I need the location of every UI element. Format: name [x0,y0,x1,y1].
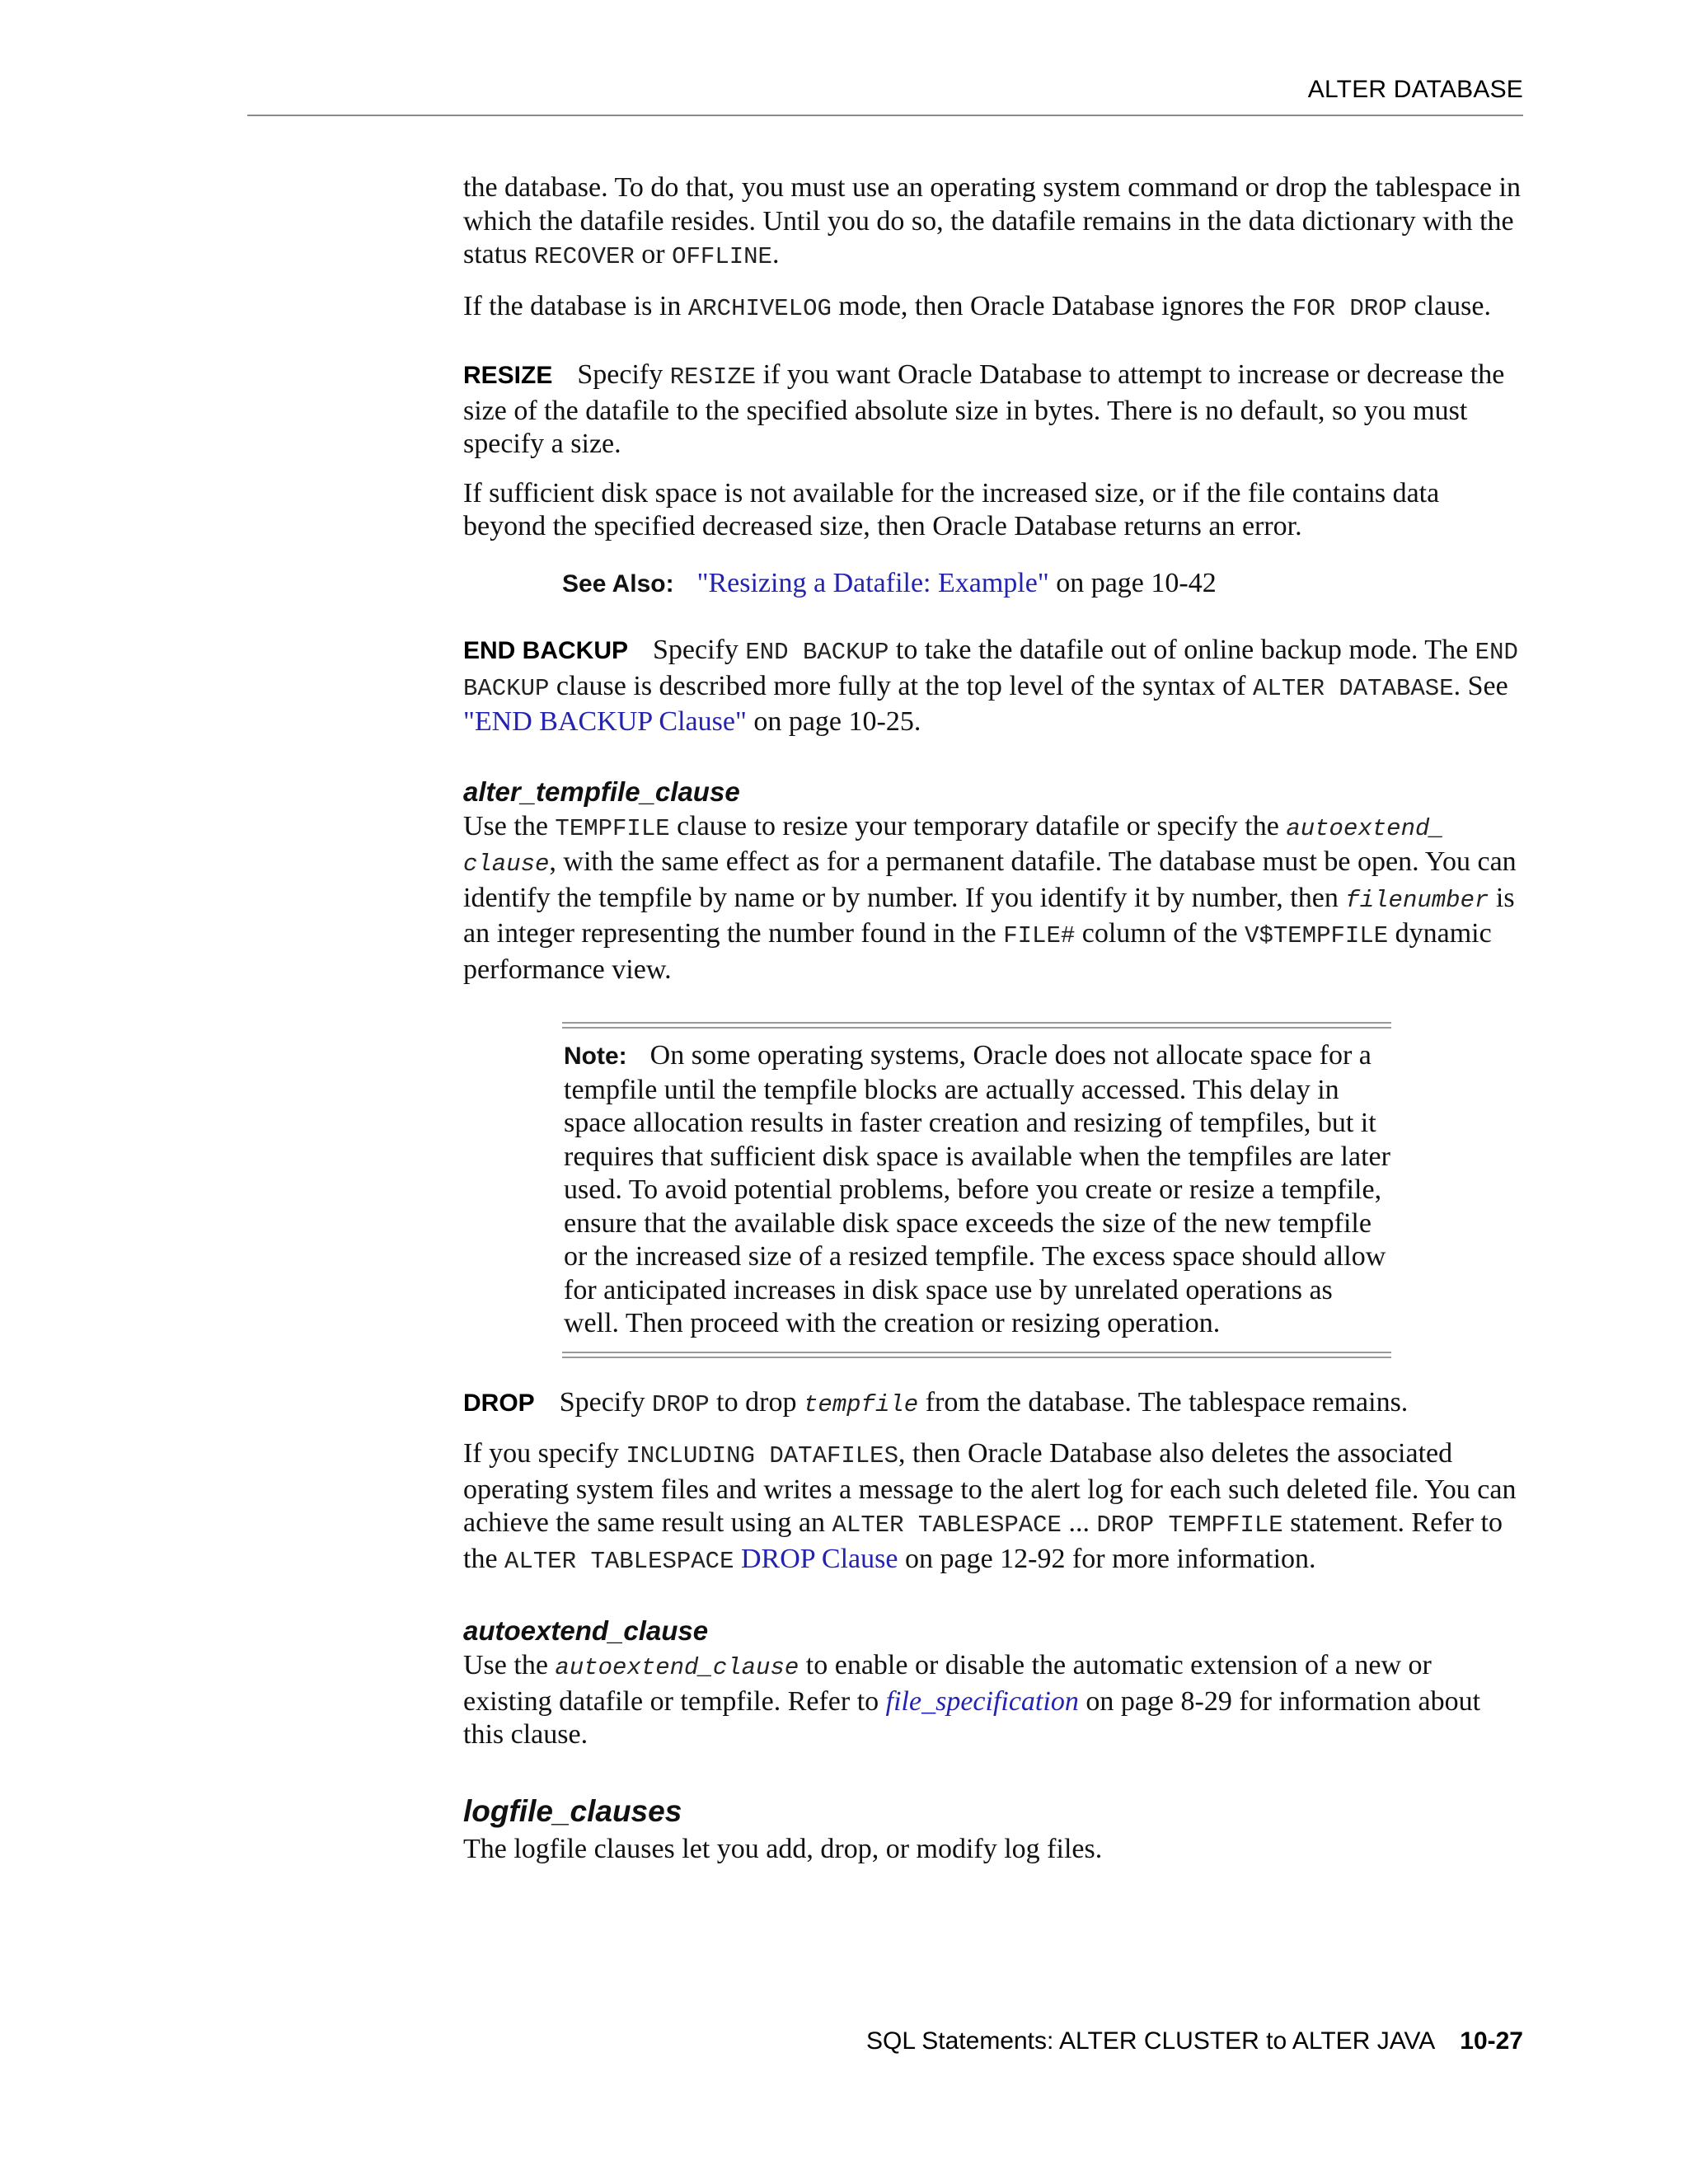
code-alter-tablespace: ALTER TABLESPACE [504,1547,734,1575]
text: , then Oracle Database also deletes the associated operating system files and writes a message to the alert log for each such deleted file. You can achieve the same result using an [463,1438,1517,1538]
text: . [771,239,780,269]
keyword-resize: RESIZE [463,362,553,389]
text: . See [1453,670,1508,701]
running-footer [0,2027,1523,2055]
resizing-datafile-link[interactable]: "Resizing a Datafile: Example" [696,567,1049,598]
code-drop-tempfile: DROP TEMPFILE [1096,1511,1283,1539]
end-backup-clause-link[interactable]: "END BACKUP Clause" [463,706,747,737]
see-also [562,567,1526,602]
code-archivelog: ARCHIVELOG [687,294,832,322]
code-drop: DROP [652,1390,710,1418]
text: to take the datafile out of online backup mode. The [889,635,1475,665]
paragraph-disk-space: If sufficient disk space is not available for the increased size, or if the file contains data beyond the specified decreased size, then Oracle Database returns an error. [463,477,1440,541]
text: clause to resize your temporary datafile or specify the [669,810,1287,841]
paragraph-autoextend [463,1649,1526,1752]
note-text [562,1029,1391,1352]
code-alter-database: ALTER DATABASE [1252,674,1454,702]
code-end-backup: END BACKUP [463,639,1518,702]
text: on page 10-25. [746,706,921,737]
text: column of the [1075,918,1245,949]
code-autoextend-clause: autoextend_ clause [463,814,1444,878]
note-box [562,1022,1391,1358]
text: statement. Refer to the [463,1507,1503,1574]
heading-alter-tempfile-clause: alter_tempfile_clause [463,776,740,807]
paragraph-resize [463,359,1526,462]
drop-clause-link[interactable]: DROP Clause [741,1543,898,1574]
code-tempfile-param: tempfile [803,1390,919,1418]
header-title: ALTER DATABASE [1307,76,1523,103]
body-text [463,171,1526,1882]
file-specification-link[interactable]: file_specification [885,1685,1079,1717]
code-tempfile: TEMPFILE [555,814,670,842]
code-for-drop: FOR DROP [1292,294,1408,322]
text: ... [1061,1507,1097,1538]
code-autoextend-clause: autoextend_clause [555,1654,799,1681]
text: Specify [577,359,670,390]
code-alter-tablespace: ALTER TABLESPACE [832,1511,1062,1539]
text: or [634,239,673,269]
paragraph-including-datafiles [463,1437,1526,1578]
code-resize: RESIZE [669,363,757,391]
text: Use the [463,1650,556,1680]
text: if you want Oracle Database to attempt to increase or decrease the size of the datafile to the specified absolute size in bytes. There is no default, so you must specify a size. [463,359,1505,459]
code-filenumber: filenumber [1345,886,1489,914]
running-header [0,73,1523,117]
text: If the database is in [463,290,688,321]
paragraph-drop-datafile [463,171,1526,274]
keyword-drop: DROP [463,1389,535,1417]
code-end-backup: END BACKUP [745,639,889,666]
note-body: On some operating systems, Oracle does not allocate space for a tempfile until the tempfile blocks are actually accessed. This delay in space allocation results in faster creation and resizing of tempfiles, but it requires that sufficient disk space is available when the tempfiles are later used. To avoid potential problems, before you create or resize a tempfile, ensure that the available disk space exceeds the size of the new tempfile or the increased size of a resized tempfile. The excess space should allow for anticipated increases in disk space use by unrelated operations as well. Then proceed with the creation or resizing operation. [564,1040,1390,1338]
paragraph-archivelog [463,290,1526,326]
text: to drop [709,1386,804,1418]
code-v-tempfile: V$TEMPFILE [1245,922,1389,949]
text: If you specify [463,1438,626,1469]
heading-logfile-clauses: logfile_clauses [463,1793,682,1828]
text: on page 10-42 [1048,567,1217,598]
text: clause is described more fully at the top level of the syntax of [549,670,1253,701]
paragraph-end-backup [463,634,1526,739]
text: is an integer representing the number found in the [463,882,1515,949]
heading-autoextend-clause: autoextend_clause [463,1615,709,1646]
paragraph-drop [463,1386,1526,1422]
note-top-rule [562,1022,1391,1029]
header-rule [247,115,1523,116]
paragraph-tempfile [463,810,1526,987]
text: Specify [653,635,746,665]
text: from the database. The tablespace remains. [918,1386,1409,1418]
paragraph-logfile: The logfile clauses let you add, drop, or modify log files. [463,1833,1103,1864]
text: clause. [1407,290,1491,321]
note-label: Note: [564,1043,627,1070]
text: Specify [559,1386,653,1418]
text: the database. To do that, you must use an operating system command or drop the tablespace in which the datafile resides. Until you do so, the datafile remains in the data dictionary with the status [463,172,1522,269]
text: Use the [463,810,556,841]
text: on page 12-92 for more information. [898,1543,1316,1574]
page-number: 10-27 [1460,2027,1523,2055]
text: dynamic performance view. [463,918,1492,985]
text: , with the same effect as for a permanent datafile. The database must be open. You can identify the tempfile by name or by number. If you identify it by number, then [463,846,1517,913]
code-file-hash: FILE# [1003,922,1076,949]
code-including-datafiles: INCLUDING DATAFILES [626,1442,898,1469]
footer-title: SQL Statements: ALTER CLUSTER to ALTER JAVA [866,2027,1436,2055]
text: mode, then Oracle Database ignores the [831,290,1292,321]
keyword-end-backup: END BACKUP [463,637,629,664]
note-bottom-rule [562,1352,1391,1358]
code-recover: RECOVER [533,243,635,270]
see-also-label: See Also: [562,569,674,598]
text: to enable or disable the automatic extension of a new or existing datafile or tempfile. Refer to [463,1650,1432,1717]
text: on page 8-29 for information about this clause. [463,1685,1481,1750]
text [734,1544,742,1574]
code-offline: OFFLINE [672,243,772,270]
